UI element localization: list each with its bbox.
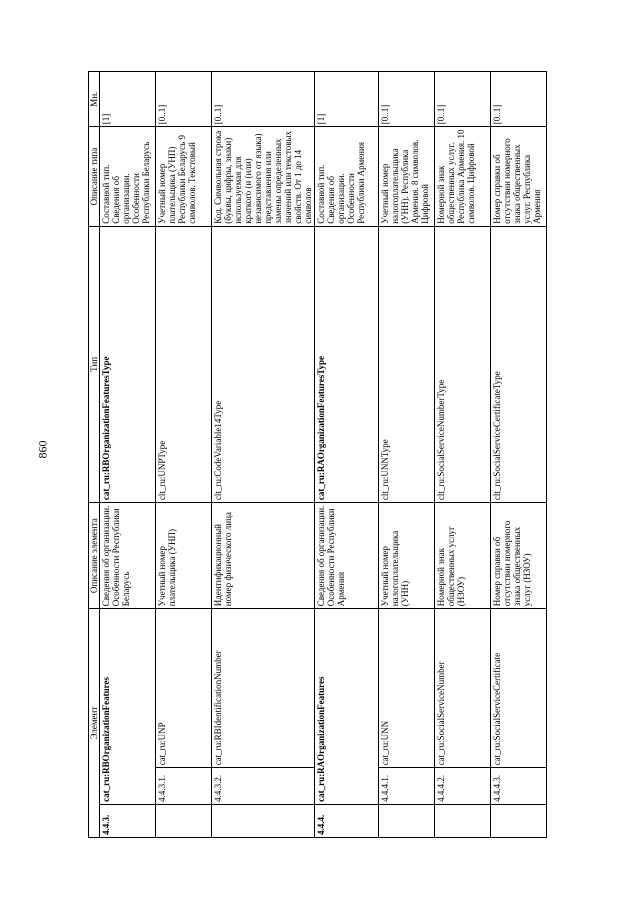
row-element-description: Учетный номер налогоплательщика (УНН) <box>379 503 435 609</box>
row-type-description: Номерной знак общественных услуг. Республика Армения. 10 символов. Цифровой <box>435 127 491 226</box>
row-multiplicity: [0..1] <box>435 72 491 127</box>
row-type: cat_ru:RBOrganizationFeaturesType <box>100 226 156 502</box>
row-element-description: Сведения об организации. Особенности Республики Армения <box>315 503 379 609</box>
table-row <box>315 72 379 838</box>
row-type-description: Код. Символьная строка (буквы, цифры, знаки) используемая для краткого (и (или) независимого от языка) представления или замены определенных значений или текстовых свойств. От 1 до 14 символов <box>212 127 315 226</box>
row-indent <box>212 804 315 837</box>
row-element-name: cat_ru:RBIdentificationNumber <box>212 609 315 768</box>
header-type: Тип <box>89 226 100 502</box>
row-type: clt_ru:SocialServiceNumberType <box>435 226 491 502</box>
row-subnumber: 4.4.3.2. <box>212 768 315 804</box>
row-subnumber: 4.4.4.2. <box>435 768 491 804</box>
header-element: Элемент <box>89 609 100 838</box>
row-multiplicity: [1] <box>100 72 156 127</box>
row-indent <box>156 804 212 837</box>
header-description: Описание элемента <box>89 503 100 609</box>
row-type: clt_ru:UNNType <box>379 226 435 502</box>
row-type: cat_ru:RAOrganizationFeaturesType <box>315 226 379 502</box>
table-row <box>491 72 547 838</box>
row-element-description: Учетный номер плательщика (УНП) <box>156 503 212 609</box>
row-element-name: cat_ru:SocialServiceNumber <box>435 609 491 768</box>
row-multiplicity: [0..1] <box>156 72 212 127</box>
row-type-description: Учетный номер налогоплательщика (УНН). Республика Армения. 8 символов. Цифровой <box>379 127 435 226</box>
table-row <box>379 72 435 838</box>
row-element-name: cat_ru:UNP <box>156 609 212 768</box>
row-element-name: cat_ru:SocialServiceCertificate <box>491 609 547 768</box>
row-type: clt_ru:SocialServiceCertificateType <box>491 226 547 502</box>
row-multiplicity: [1] <box>315 72 379 127</box>
row-type-description: Учетный номер плательщика (УНП) Республики Беларусь 9 символов. Текстовый <box>156 127 212 226</box>
row-element-description: Идентификационный номер физического лица <box>212 503 315 609</box>
schema-table <box>88 71 547 838</box>
row-type-description: Номер справки об отсутствии номерного знака общественных услуг. Республика Армения <box>491 127 547 226</box>
row-element-name: cat_ru:RAOrganizationFeatures <box>315 609 379 805</box>
row-indent <box>379 804 435 837</box>
row-element-description: Номерной знак общественных услуг (НЗОУ) <box>435 503 491 609</box>
row-element-description: Сведения об организации. Особенности Республики Беларусь <box>100 503 156 609</box>
row-type: clt_ru:CodeVariable14Type <box>212 226 315 502</box>
page-number: 860 <box>35 440 50 459</box>
row-indent <box>491 804 547 837</box>
row-type: clt_ru:UNPType <box>156 226 212 502</box>
row-multiplicity: [0..1] <box>379 72 435 127</box>
table-row <box>212 72 315 838</box>
header-type-description: Описание типа <box>89 127 100 226</box>
row-number: 4.4.4. <box>315 804 379 837</box>
row-element-name: cat_ru:UNN <box>379 609 435 768</box>
row-subnumber: 4.4.4.1. <box>379 768 435 804</box>
table-row <box>100 72 156 838</box>
row-subnumber: 4.4.4.3. <box>491 768 547 804</box>
row-element-name: cat_ru:RBOrganizationFeatures <box>100 609 156 805</box>
row-multiplicity: [0..1] <box>212 72 315 127</box>
table-row <box>435 72 491 838</box>
header-row <box>89 72 100 838</box>
row-type-description: Составной тип. Сведения об организации. Особенности Республики Армения <box>315 127 379 226</box>
row-element-description: Номер справки об отсутствии номерного знака общественных услуг (НЗОУ) <box>491 503 547 609</box>
row-indent <box>435 804 491 837</box>
row-multiplicity: [0..1] <box>491 72 547 127</box>
table-body <box>100 72 547 838</box>
row-type-description: Составной тип. Сведения об организации. Особенности Республики Беларусь <box>100 127 156 226</box>
header-multiplicity: Мн. <box>89 72 100 127</box>
rotated-table-wrapper <box>88 71 616 838</box>
row-number: 4.4.3. <box>100 804 156 837</box>
row-subnumber: 4.4.3.1. <box>156 768 212 804</box>
table-row <box>156 72 212 838</box>
